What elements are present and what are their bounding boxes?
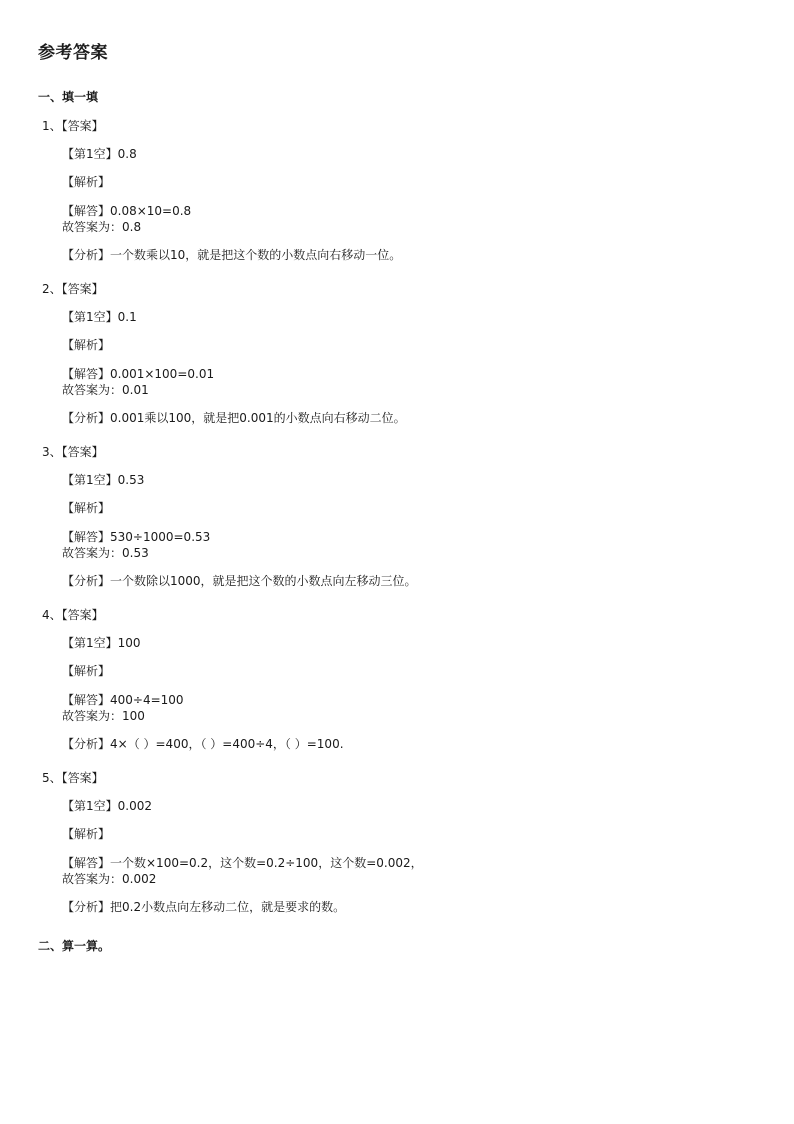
section-heading-fill-in: 一、填一填 bbox=[38, 90, 99, 104]
explanation-label: 【解析】 bbox=[62, 664, 111, 678]
analysis-text: 【分析】把0.2小数点向左移动二位，就是要求的数。 bbox=[62, 900, 346, 914]
solution-text: 【解答】400÷4=100 bbox=[62, 693, 184, 707]
blank-answer: 【第1空】0.002 bbox=[62, 799, 152, 813]
solution-text: 【解答】一个数×100=0.2，这个数=0.2÷100，这个数=0.002， bbox=[62, 856, 423, 870]
blank-answer: 【第1空】0.8 bbox=[62, 147, 137, 161]
solution-text: 【解答】0.001×100=0.01 bbox=[62, 367, 215, 381]
answer-label: 2、【答案】 bbox=[42, 282, 104, 296]
blank-answer: 【第1空】0.53 bbox=[62, 473, 145, 487]
explanation-label: 【解析】 bbox=[62, 827, 111, 841]
blank-answer: 【第1空】100 bbox=[62, 636, 141, 650]
section-heading-calculate: 二、算一算。 bbox=[38, 939, 111, 953]
explanation-label: 【解析】 bbox=[62, 175, 111, 189]
solution-text: 【解答】0.08×10=0.8 bbox=[62, 204, 192, 218]
conclusion-text: 故答案为：0.002 bbox=[62, 872, 157, 886]
analysis-text: 【分析】0.001乘以100，就是把0.001的小数点向右移动二位。 bbox=[62, 411, 406, 425]
analysis-text: 【分析】一个数除以1000，就是把这个数的小数点向左移动三位。 bbox=[62, 574, 417, 588]
answer-label: 5、【答案】 bbox=[42, 771, 104, 785]
answer-label: 1、【答案】 bbox=[42, 119, 104, 133]
conclusion-text: 故答案为：0.53 bbox=[62, 546, 149, 560]
explanation-label: 【解析】 bbox=[62, 338, 111, 352]
analysis-text: 【分析】4×（ ）=400，（ ）=400÷4，（ ）=100. bbox=[62, 737, 344, 751]
explanation-label: 【解析】 bbox=[62, 501, 111, 515]
analysis-text: 【分析】一个数乘以10，就是把这个数的小数点向右移动一位。 bbox=[62, 248, 402, 262]
page-title: 参考答案 bbox=[38, 43, 108, 63]
solution-text: 【解答】530÷1000=0.53 bbox=[62, 530, 211, 544]
answer-label: 3、【答案】 bbox=[42, 445, 104, 459]
conclusion-text: 故答案为：0.01 bbox=[62, 383, 149, 397]
conclusion-text: 故答案为：100 bbox=[62, 709, 145, 723]
answer-label: 4、【答案】 bbox=[42, 608, 104, 622]
conclusion-text: 故答案为：0.8 bbox=[62, 220, 142, 234]
blank-answer: 【第1空】0.1 bbox=[62, 310, 137, 324]
